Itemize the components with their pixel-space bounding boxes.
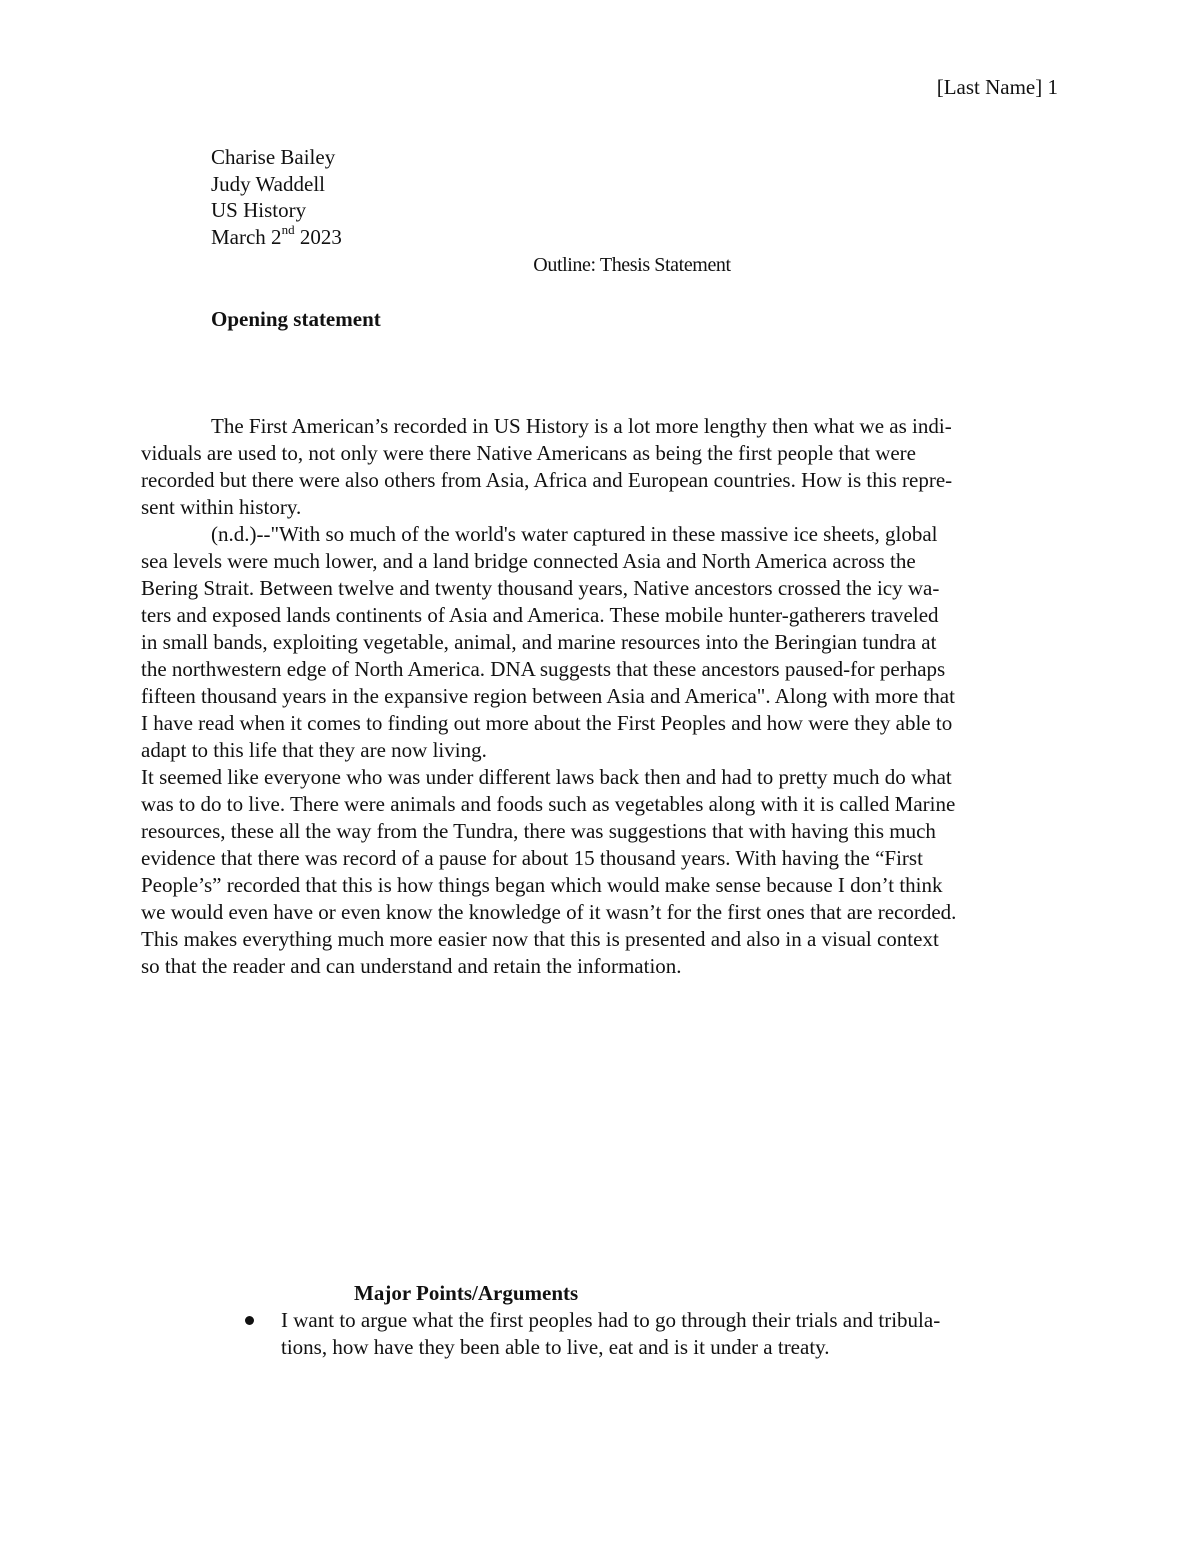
instructor-name: Judy Waddell (211, 171, 325, 196)
body-line: viduals are used to, not only were there Native Americans as being the first people that were (141, 441, 916, 465)
body-line: I have read when it comes to finding out more about the First Peoples and how were they able to (141, 711, 953, 735)
body-line: sent within history. (141, 495, 302, 519)
bullet-dot-icon (245, 1316, 254, 1325)
body-line: Bering Strait. Between twelve and twenty thousand years, Native ancestors crossed the icy wa- (141, 576, 940, 600)
body-line: in small bands, exploiting vegetable, animal, and marine resources into the Beringian tundra at (141, 630, 937, 654)
body-line: This makes everything much more easier now that this is presented and also in a visual context (141, 927, 939, 951)
bullet-line: I want to argue what the first peoples had to go through their trials and tribula- (281, 1308, 941, 1332)
body-line: was to do to live. There were animals and foods such as vegetables along with it is called Marine (141, 792, 956, 816)
body-line: ters and exposed lands continents of Asia and America. These mobile hunter-gatherers traveled (141, 603, 939, 627)
body-line: (n.d.)--"With so much of the world's water captured in these massive ice sheets, global (211, 522, 938, 546)
date-ordinal: nd (281, 221, 295, 237)
major-points-heading: Major Points/Arguments (354, 1281, 579, 1305)
body-line: the northwestern edge of North America. DNA suggests that these ancestors paused-for perhaps (141, 657, 946, 681)
bullet-line: tions, how have they been able to live, eat and is it under a treaty. (281, 1335, 830, 1359)
body-paragraphs (141, 413, 1061, 980)
body-line: we would even have or even know the knowledge of it wasn’t for the first ones that are recorded. (141, 900, 957, 924)
date-prefix: March 2 (211, 224, 282, 249)
list-item (241, 1307, 1061, 1361)
body-line: recorded but there were also others from Asia, Africa and European countries. How is this repre- (141, 468, 953, 492)
body-line: sea levels were much lower, and a land bridge connected Asia and North America across the (141, 549, 916, 573)
course-name: US History (211, 198, 307, 222)
date-year: 2023 (294, 224, 342, 249)
student-name: Charise Bailey (211, 145, 336, 169)
body-line: resources, these all the way from the Tundra, there was suggestions that with having this much (141, 819, 936, 843)
body-line: It seemed like everyone who was under different laws back then and had to pretty much do what (141, 765, 952, 789)
body-line: People’s” recorded that this is how things began which would make sense because I don’t think (141, 873, 943, 897)
document-title: Outline: Thesis Statement (533, 254, 731, 276)
body-line: adapt to this life that they are now living. (141, 738, 487, 762)
body-line: so that the reader and can understand and retain the information. (141, 954, 682, 978)
opening-statement-heading: Opening statement (211, 307, 381, 331)
body-line: The First American’s recorded in US History is a lot more lengthy then what we as indi- (211, 414, 952, 438)
bullet-list (241, 1307, 1061, 1361)
running-head: [Last Name] 1 (936, 75, 1058, 99)
mla-heading-block (211, 144, 342, 250)
body-line: evidence that there was record of a pause for about 15 thousand years. With having the “First (141, 846, 923, 870)
document-date (211, 221, 342, 251)
body-line: fifteen thousand years in the expansive region between Asia and America". Along with more that (141, 684, 955, 708)
